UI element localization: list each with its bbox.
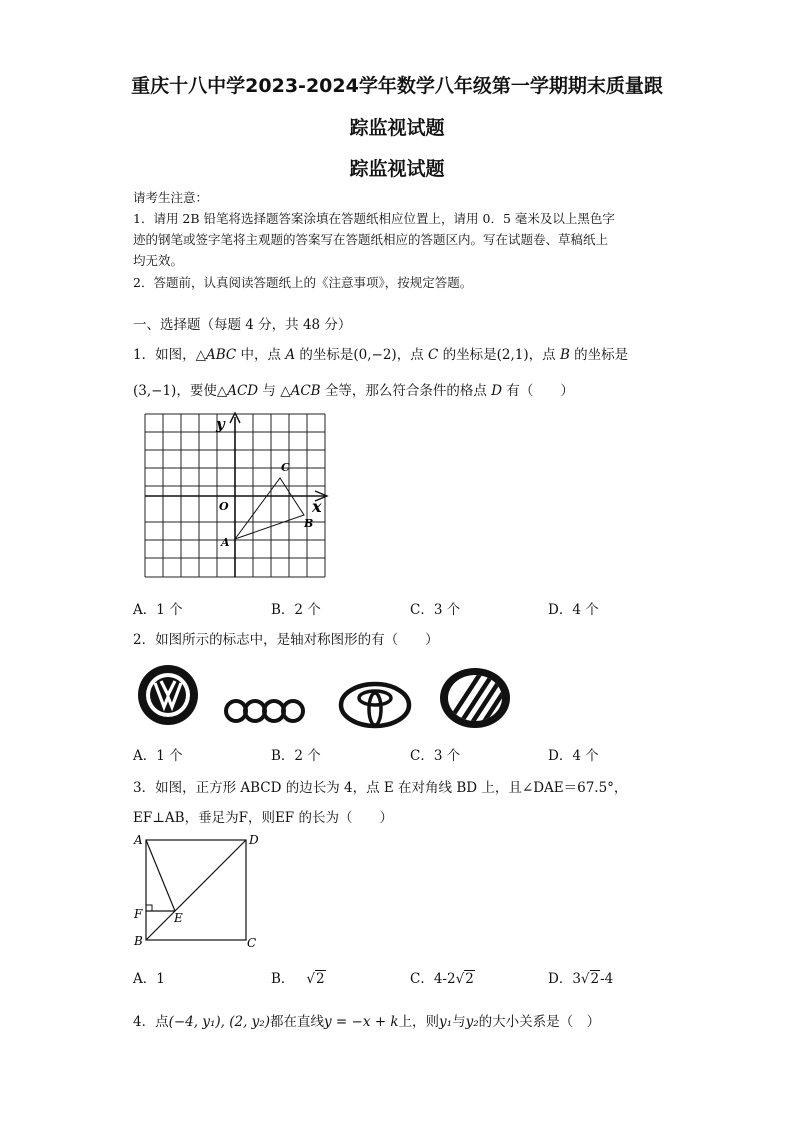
q1-stem-line1 xyxy=(133,343,628,363)
q3-square-figure xyxy=(130,830,262,950)
q1-c-label: C xyxy=(281,461,290,474)
q3-option-c[interactable] xyxy=(410,967,475,987)
q3-label-f: F xyxy=(134,907,143,921)
notice-item1-line1: 1．请用 2B 铅笔将选择题答案涂填在答题纸相应位置上，请用 0．5 毫米及以上黑色字 xyxy=(133,211,615,226)
q1-b-label: B xyxy=(304,517,314,530)
q1-grid-figure xyxy=(140,411,334,581)
q1-point-d: D xyxy=(491,383,503,399)
notice-item1-line2: 迹的钢笔或签字笔将主观题的答案写在答题纸相应的答题区内。写在试题卷、草稿纸上 xyxy=(133,232,609,247)
q3-option-b-radicand: 2 xyxy=(316,971,325,987)
q3-stem-line2: EF⊥AB，垂足为F，则EF 的长为（ ） xyxy=(133,810,393,826)
exam-title-line2: 踪监视试题 xyxy=(349,117,445,139)
volkswagen-logo-icon xyxy=(136,663,200,727)
q3-option-b-prefix: B． xyxy=(271,971,295,987)
q1-option-b[interactable]: B．2 个 xyxy=(271,602,321,618)
q1-stem-line2 xyxy=(133,379,574,399)
q1-text: ，点 xyxy=(528,347,560,363)
q2-stem: 2．如图所示的标志中，是轴对称图形的有（ ） xyxy=(133,632,439,648)
q3-label-d: D xyxy=(249,833,259,847)
section-heading: 一、选择题（每题 4 分，共 48 分） xyxy=(133,317,352,333)
q1-text: 的坐标是 xyxy=(438,347,497,363)
q4-text: 4．点 xyxy=(133,1014,169,1030)
q3-option-b[interactable] xyxy=(271,967,326,987)
q3-option-d-prefix: D．3 xyxy=(548,971,581,987)
sqrt-icon: √2 xyxy=(580,971,600,987)
q1-text: 中，点 xyxy=(236,347,286,363)
q4-points: (−4, y₁), (2, y₂) xyxy=(168,1014,270,1030)
q3-option-d-suffix: -4 xyxy=(600,971,614,987)
q4-y2: y₂ xyxy=(465,1014,479,1030)
q1-a-label: A xyxy=(221,536,230,549)
q1-text: 的坐标是 xyxy=(295,347,354,363)
q3-option-c-radicand: 2 xyxy=(465,971,474,987)
q3-right-angle-icon xyxy=(146,905,152,911)
q1-text: 与 xyxy=(258,383,281,399)
q1-text: 有（ ） xyxy=(502,383,574,399)
q3-label-c: C xyxy=(247,936,257,950)
q1-text: 的坐标是 xyxy=(569,347,629,363)
q1-triangle-acd: △ACD xyxy=(216,383,259,399)
q1-coord-a: (0,−2) xyxy=(353,347,397,363)
q1-text: 1．如图， xyxy=(133,347,196,363)
q2-option-a[interactable]: A．1 个 xyxy=(133,748,183,764)
q3-option-c-prefix: C．4-2 xyxy=(410,971,456,987)
q3-label-a: A xyxy=(134,833,143,847)
q1-text: ，要使 xyxy=(176,383,217,399)
q1-triangle-abc xyxy=(235,478,304,539)
striped-circle-logo-icon xyxy=(438,667,512,729)
q3-stem-line1: 3．如图，正方形 ABCD 的边长为 4，点 E 在对角线 BD 上，且∠DAE＝67.5°， xyxy=(133,780,628,796)
q3-option-d-radicand: 2 xyxy=(590,971,600,987)
q3-option-a[interactable]: A．1 xyxy=(133,971,165,987)
notice-item2: 2．答题前，认真阅读答题纸上的《注意事项》，按规定答题。 xyxy=(133,275,473,290)
notice-item1-line3: 均无效。 xyxy=(133,253,184,268)
q2-option-d[interactable]: D．4 个 xyxy=(548,748,599,764)
q3-label-e: E xyxy=(174,911,183,925)
q1-coord-b: (3,−1) xyxy=(133,383,177,399)
q1-triangle: △ABC xyxy=(195,347,237,363)
q3-segment-ae xyxy=(146,840,175,911)
q4-text: 都在直线 xyxy=(269,1014,324,1030)
toyota-logo-icon xyxy=(338,681,412,729)
q4-stem xyxy=(133,1010,600,1030)
q1-point-a: A xyxy=(285,347,296,363)
q1-text: ，点 xyxy=(396,347,428,363)
q3-option-d[interactable] xyxy=(548,967,613,987)
q4-text: 上，则 xyxy=(398,1014,440,1030)
sqrt-icon: √2 xyxy=(455,971,474,987)
q2-option-c[interactable]: C．3 个 xyxy=(410,748,461,764)
audi-logo-icon xyxy=(222,696,310,726)
q4-y1: y₁ xyxy=(439,1014,453,1030)
q4-text: 的大小关系是（ ） xyxy=(478,1014,601,1030)
q1-y-label: y xyxy=(216,415,225,433)
q2-option-b[interactable]: B．2 个 xyxy=(271,748,321,764)
q1-origin-label: O xyxy=(219,500,229,513)
q1-triangle-acb: △ACB xyxy=(280,383,321,399)
q1-option-c[interactable]: C．3 个 xyxy=(410,602,461,618)
exam-title-line3: 踪监视试题 xyxy=(349,158,445,180)
q1-coord-c: (2,1) xyxy=(496,347,529,363)
q1-option-a[interactable]: A．1 个 xyxy=(133,602,183,618)
q4-line-equation: y = −x + k xyxy=(323,1014,399,1030)
q3-label-b: B xyxy=(134,934,143,948)
exam-title-line1: 重庆十八中学2023-2024学年数学八年级第一学期期末质量跟 xyxy=(131,75,663,97)
notice-heading: 请考生注意： xyxy=(133,190,209,205)
q4-text: 与 xyxy=(452,1014,466,1030)
sqrt-icon: √2 xyxy=(306,971,325,987)
q1-point-c: C xyxy=(428,347,439,363)
q1-x-label: x xyxy=(312,497,322,516)
q1-option-d[interactable]: D．4 个 xyxy=(548,602,599,618)
q1-text: 全等，那么符合条件的格点 xyxy=(320,383,492,399)
q1-point-b: B xyxy=(559,347,570,363)
q3-diagonal-bd xyxy=(146,840,246,940)
